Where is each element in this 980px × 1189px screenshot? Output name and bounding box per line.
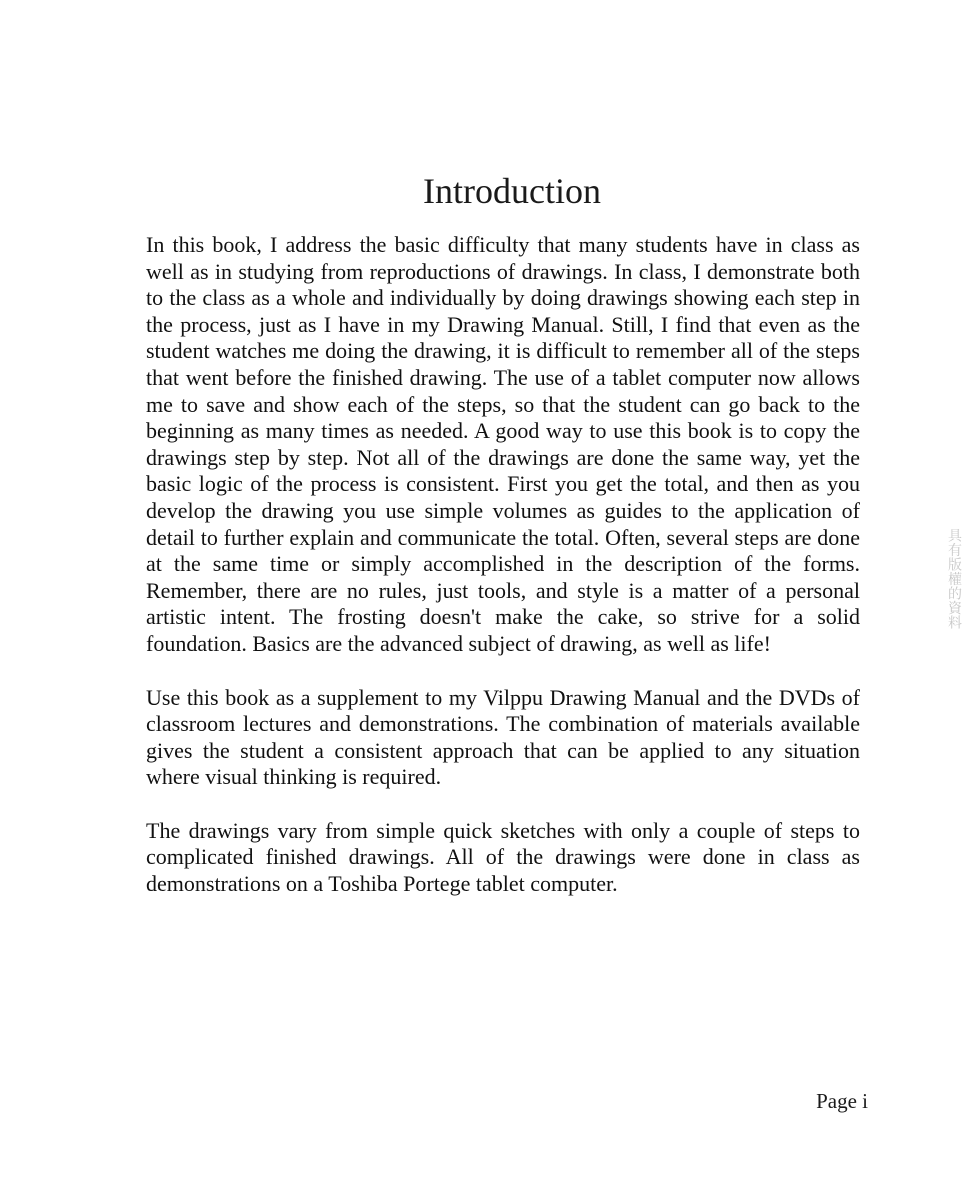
paragraph-intro: In this book, I address the basic difficulty that many students have in class as well as in studying from reproductions of drawings. In class, I demonstrate both to the class as a whole and individually by doing drawings showing each step in the process, just as I have in my Drawing Manual. Still, I find that even as the student watches me doing the drawing, it is difficult to remember all of the steps that went before the finished drawing. The use of a tablet computer now allows me to save and show each of the steps, so that the student can go back to the beginning as many times as needed. A good way to use this book is to copy the drawings step by step. Not all of the drawings are done the same way, yet the basic logic of the process is consistent. First you get the total, and then as you develop the drawing you use simple volumes as guides to the application of detail to further explain and communicate the total. Often, several steps are done at the same time or simply accomplished in the description of the forms. Remember, there are no rules, just tools, and style is a matter of a personal artistic intent. The frosting doesn't make the cake, so strive for a solid foundation. Basics are the advanced subject of drawing, as well as life!: [146, 232, 860, 656]
page-title: Introduction: [423, 171, 601, 211]
copyright-watermark: 具有版權的資料: [946, 528, 962, 630]
paragraph-drawings: The drawings vary from simple quick sketches with only a couple of steps to complicated finished drawings. All of the drawings were done in class as demonstrations on a Toshiba Portege tablet computer.: [146, 817, 860, 897]
paragraph-supplement: Use this book as a supplement to my Vilppu Drawing Manual and the DVDs of classroom lectures and demonstrations. The combination of materials available gives the student a consistent approach that can be applied to any situation where visual thinking is required.: [146, 684, 860, 790]
body-text: [146, 232, 860, 925]
page-number: Page i: [816, 1089, 868, 1113]
